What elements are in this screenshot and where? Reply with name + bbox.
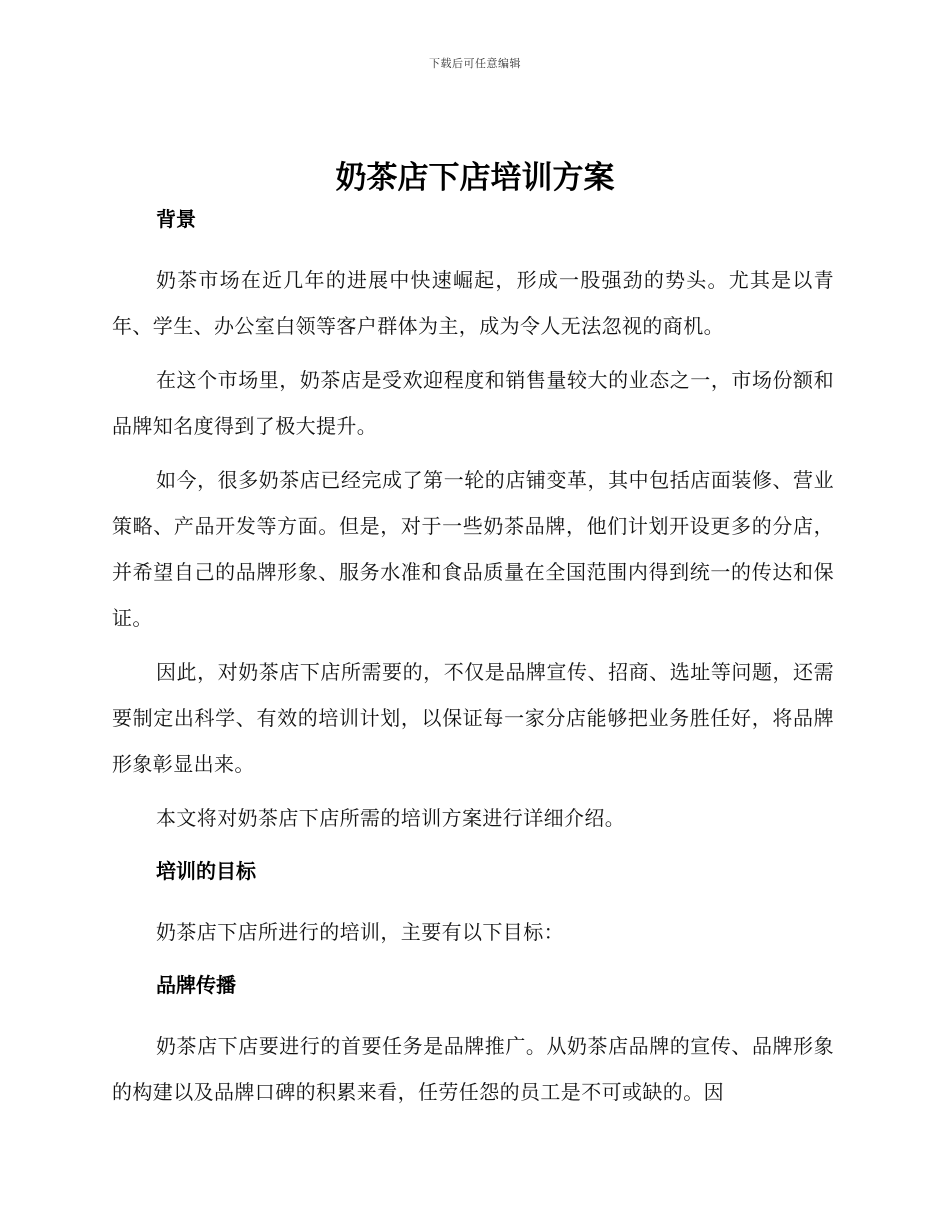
paragraph: 奶茶店下店所进行的培训，主要有以下目标： bbox=[156, 920, 564, 944]
paragraph: 因此，对奶茶店下店所需要的，不仅是品牌宣传、招商、选址等问题，还需要制定出科学、有效的培训计划，以保证每一家分店能够把业务胜任好，将品牌形象彰显出来。 bbox=[112, 660, 834, 776]
document-body bbox=[112, 203, 834, 1123]
paragraph: 奶茶市场在近几年的进展中快速崛起，形成一股强劲的势头。尤其是以青年、学生、办公室白领等客户群体为主，成为令人无法忽视的商机。 bbox=[112, 268, 834, 338]
section-heading: 品牌传播 bbox=[156, 973, 236, 997]
paragraph: 奶茶店下店要进行的首要任务是品牌推广。从奶茶店品牌的宣传、品牌形象的构建以及品牌口碑的积累来看，任劳任怨的员工是不可或缺的。因 bbox=[112, 1034, 834, 1104]
section-heading: 背景 bbox=[156, 207, 196, 231]
section-training-goals bbox=[112, 855, 834, 955]
header-note: 下载后可任意编辑 bbox=[429, 57, 521, 70]
section-heading: 培训的目标 bbox=[156, 859, 256, 883]
document-title: 奶茶店下店培训方案 bbox=[335, 160, 615, 196]
paragraph: 在这个市场里，奶茶店是受欢迎程度和销售量较大的业态之一，市场份额和品牌知名度得到了极大提升。 bbox=[112, 368, 834, 438]
section-background bbox=[112, 203, 834, 841]
paragraph: 本文将对奶茶店下店所需的培训方案进行详细介绍。 bbox=[156, 806, 626, 830]
paragraph: 如今，很多奶茶店已经完成了第一轮的店铺变革，其中包括店面装修、营业策略、产品开发等方面。但是，对于一些奶茶品牌，他们计划开设更多的分店，并希望自己的品牌形象、服务水准和食品质量在全国范围内得到统一的传达和保证。 bbox=[112, 468, 834, 630]
section-brand-communication bbox=[112, 969, 834, 1115]
